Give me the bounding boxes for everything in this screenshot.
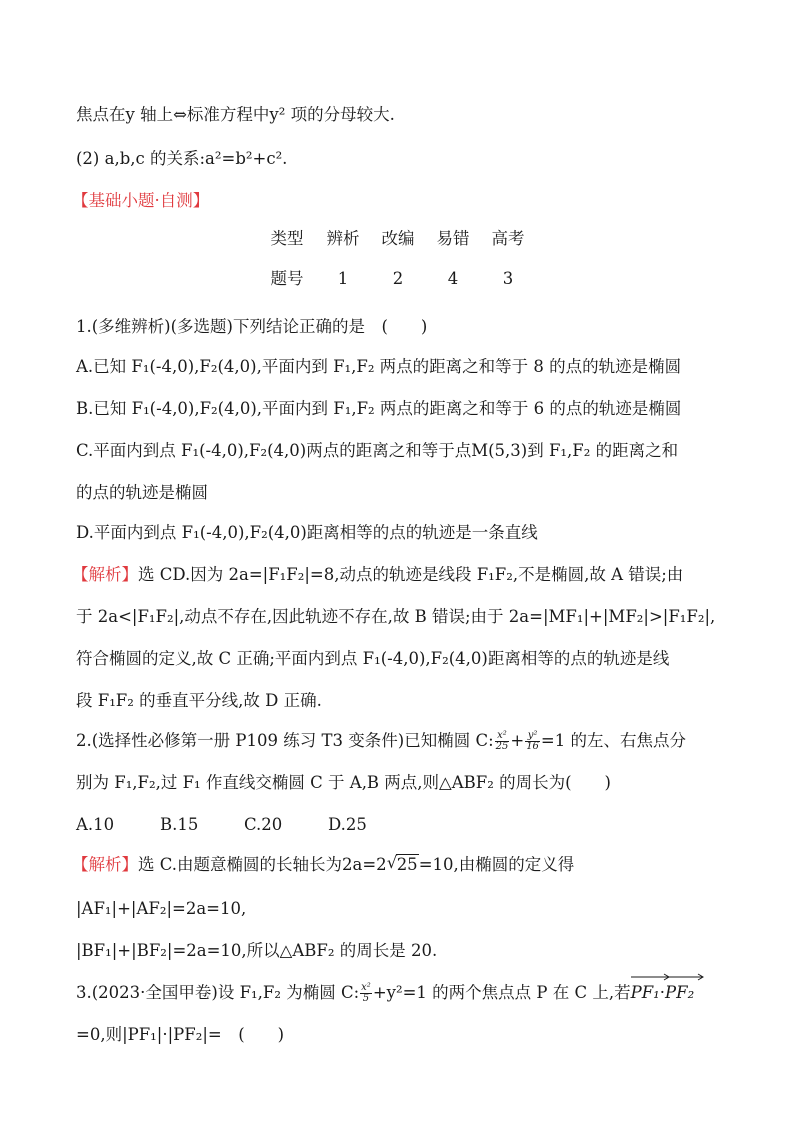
option: C.20: [244, 815, 283, 834]
answer-1-line: 符合椭圆的定义,故 C 正确;平面内到点 F₁(-4,0),F₂(4,0)距离相等的点的轨迹是线: [76, 649, 670, 668]
fraction: [495, 731, 510, 752]
table-cell: 4: [447, 269, 459, 288]
radical-icon: √: [386, 853, 398, 872]
table-cell: 改编: [381, 229, 415, 248]
option: A.10: [76, 815, 115, 834]
plus-sign: +: [510, 731, 525, 750]
table-cell: 2: [392, 269, 404, 288]
answer-2-line: |AF₁|+|AF₂|=2a=10,: [76, 899, 247, 918]
fraction-numerator: x²: [361, 982, 371, 993]
option-c-cont: 的点的轨迹是椭圆: [76, 483, 208, 502]
fraction-denominator: 25: [495, 741, 509, 752]
answer-text: 选 CD.因为 2a=|F₁F₂|=8,动点的轨迹是线段 F₁F₂,不是椭圆,故 A 错误;由: [138, 565, 684, 584]
table-cell: 题号: [270, 269, 304, 288]
answer-1-line: [72, 564, 722, 586]
question-text: =1 的左、右焦点分: [540, 731, 686, 750]
option: D.25: [328, 815, 367, 834]
answer-text: =10,由椭圆的定义得: [418, 855, 575, 874]
fraction-denominator: 5: [362, 993, 370, 1004]
option-a: A.已知 F₁(-4,0),F₂(4,0),平面内到 F₁,F₂ 两点的距离之和等于 8 的点的轨迹是椭圆: [76, 357, 682, 376]
question-text: +y²=1 的两个焦点点 P 在 C 上,若: [372, 983, 631, 1002]
answer-1-line: 段 F₁F₂ 的垂直平分线,故 D 正确.: [76, 691, 322, 710]
vector-arrow-icon: [665, 973, 705, 981]
square-root: [387, 854, 419, 876]
fraction-numerator: x²: [495, 731, 510, 742]
answer-2-line: [72, 854, 722, 876]
dot-operator: ·: [659, 983, 666, 1002]
question-1: 1.(多维辨析)(多选题)下列结论正确的是 ( ): [76, 317, 428, 336]
answer-1-line: 于 2a<|F₁F₂|,动点不存在,因此轨迹不存在,故 B 错误;由于 2a=|MF₁|+|MF₂|>|F₁F₂|,: [76, 607, 716, 626]
radicand: 25: [396, 855, 418, 874]
question-3-cont: =0,则|PF₁|·|PF₂|= ( ): [76, 1025, 285, 1044]
table-cell: 辨析: [326, 229, 360, 248]
vector: [665, 982, 694, 1004]
question-text: 3.(2023·全国甲卷)设 F₁,F₂ 为椭圆 C:: [76, 983, 360, 1002]
section-title: 【基础小题·自测】: [72, 191, 210, 210]
vector-label: PF₂: [665, 983, 695, 1002]
text-line: (2) a,b,c 的关系:a²=b²+c².: [76, 149, 288, 168]
question-3: [76, 982, 726, 1004]
answer-tag: 【解析】: [72, 565, 138, 584]
option: B.15: [160, 815, 199, 834]
option-d: D.平面内到点 F₁(-4,0),F₂(4,0)距离相等的点的轨迹是一条直线: [76, 523, 538, 542]
fraction: [360, 983, 372, 1004]
fraction: [525, 731, 540, 752]
fraction-numerator: y²: [525, 731, 540, 742]
text-line: 焦点在y 轴上⇔标准方程中y² 项的分母较大.: [76, 105, 395, 124]
question-2: [76, 730, 726, 752]
table-cell: 1: [337, 269, 349, 288]
option-b: B.已知 F₁(-4,0),F₂(4,0),平面内到 F₁,F₂ 两点的距离之和等于 6 的点的轨迹是椭圆: [76, 399, 682, 418]
table-cell: 高考: [491, 229, 525, 248]
table-cell: 类型: [270, 229, 304, 248]
answer-text: 选 C.由题意椭圆的长轴长为2a=2: [138, 855, 387, 874]
answer-2-line: |BF₁|+|BF₂|=2a=10,所以△ABF₂ 的周长是 20.: [76, 941, 438, 960]
vector-label: PF₁: [630, 983, 660, 1002]
question-2-cont: 别为 F₁,F₂,过 F₁ 作直线交椭圆 C 于 A,B 两点,则△ABF₂ 的周长为( ): [76, 773, 611, 792]
fraction-denominator: 16: [526, 741, 539, 752]
option-c: C.平面内到点 F₁(-4,0),F₂(4,0)两点的距离之和等于点M(5,3)到 F₁,F₂ 的距离之和: [76, 441, 679, 460]
question-text: 2.(选择性必修第一册 P109 练习 T3 变条件)已知椭圆 C:: [76, 731, 494, 750]
table-cell: 3: [502, 269, 514, 288]
answer-tag: 【解析】: [72, 855, 138, 874]
table-cell: 易错: [436, 229, 470, 248]
vector: [631, 982, 660, 1004]
